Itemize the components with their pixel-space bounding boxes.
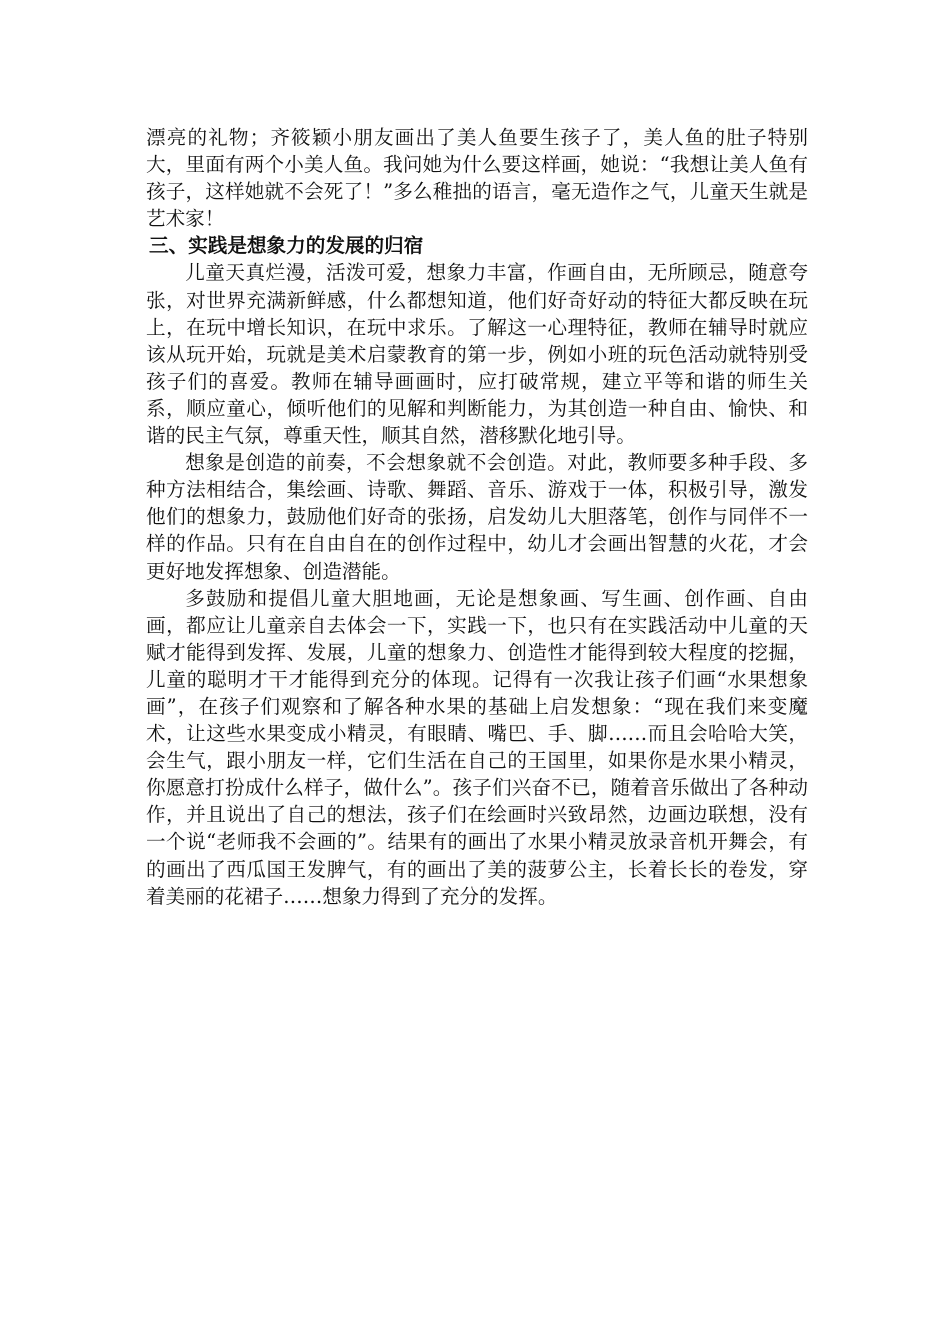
section-heading: 三、实践是想象力的发展的归宿 xyxy=(149,234,424,258)
document-page xyxy=(146,124,808,910)
paragraph-imagination-creation: 想象是创造的前奏，不会想象就不会创造。对此，教师要多种手段、多种方法相结合，集绘画、诗歌、舞蹈、音乐、游戏于一体，积极引导，激发他们的想象力，鼓励他们好奇的张扬，启发幼儿大胆落笔，创作与同伴不一样的作品。只有在自由自在的创作过程中，幼儿才会画出智慧的火花，才会更好地发挥想象、创造潜能。 xyxy=(146,451,808,583)
paragraph-children-nature: 儿童天真烂漫，活泼可爱，想象力丰富，作画自由，无所顾忌，随意夸张，对世界充满新鲜感，什么都想知道，他们好奇好动的特征大都反映在玩上，在玩中增长知识，在玩中求乐。了解这一心理特征，教师在辅导时就应该从玩开始，玩就是美术启蒙教育的第一步，例如小班的玩色活动就特别受孩子们的喜爱。教师在辅导画画时，应打破常规，建立平等和谐的师生关系，顺应童心，倾听他们的见解和判断能力，为其创造一种自由、愉快、和谐的民主气氛，尊重天性，顺其自然，潜移默化地引导。 xyxy=(146,261,808,448)
paragraph-intro: 漂亮的礼物；齐筱颖小朋友画出了美人鱼要生孩子了，美人鱼的肚子特别大，里面有两个小美人鱼。我问她为什么要这样画，她说：“我想让美人鱼有孩子，这样她就不会死了！”多么稚拙的语言，毫无造作之气，儿童天生就是艺术家！ xyxy=(146,126,808,231)
paragraph-practice-example: 多鼓励和提倡儿童大胆地画，无论是想象画、写生画、创作画、自由画，都应让儿童亲自去体会一下，实践一下，也只有在实践活动中儿童的天赋才能得到发挥、发展，儿童的想象力、创造性才能得到较大程度的挖掘，儿童的聪明才干才能得到充分的体现。记得有一次我让孩子们画“水果想象画”，在孩子们观察和了解各种水果的基础上启发想象：“现在我们来变魔术，让这些水果变成小精灵，有眼睛、嘴巴、手、脚……而且会哈哈大笑，会生气，跟小朋友一样，它们生活在自己的王国里，如果你是水果小精灵，你愿意打扮成什么样子，做什么”。孩子们兴奋不已，随着音乐做出了各种动作，并且说出了自己的想法，孩子们在绘画时兴致昂然，边画边联想，没有一个说“老师我不会画的”。结果有的画出了水果小精灵放录音机开舞会，有的画出了西瓜国王发脾气，有的画出了美的菠萝公主，长着长长的卷发，穿着美丽的花裙子……想象力得到了充分的发挥。 xyxy=(146,586,808,908)
